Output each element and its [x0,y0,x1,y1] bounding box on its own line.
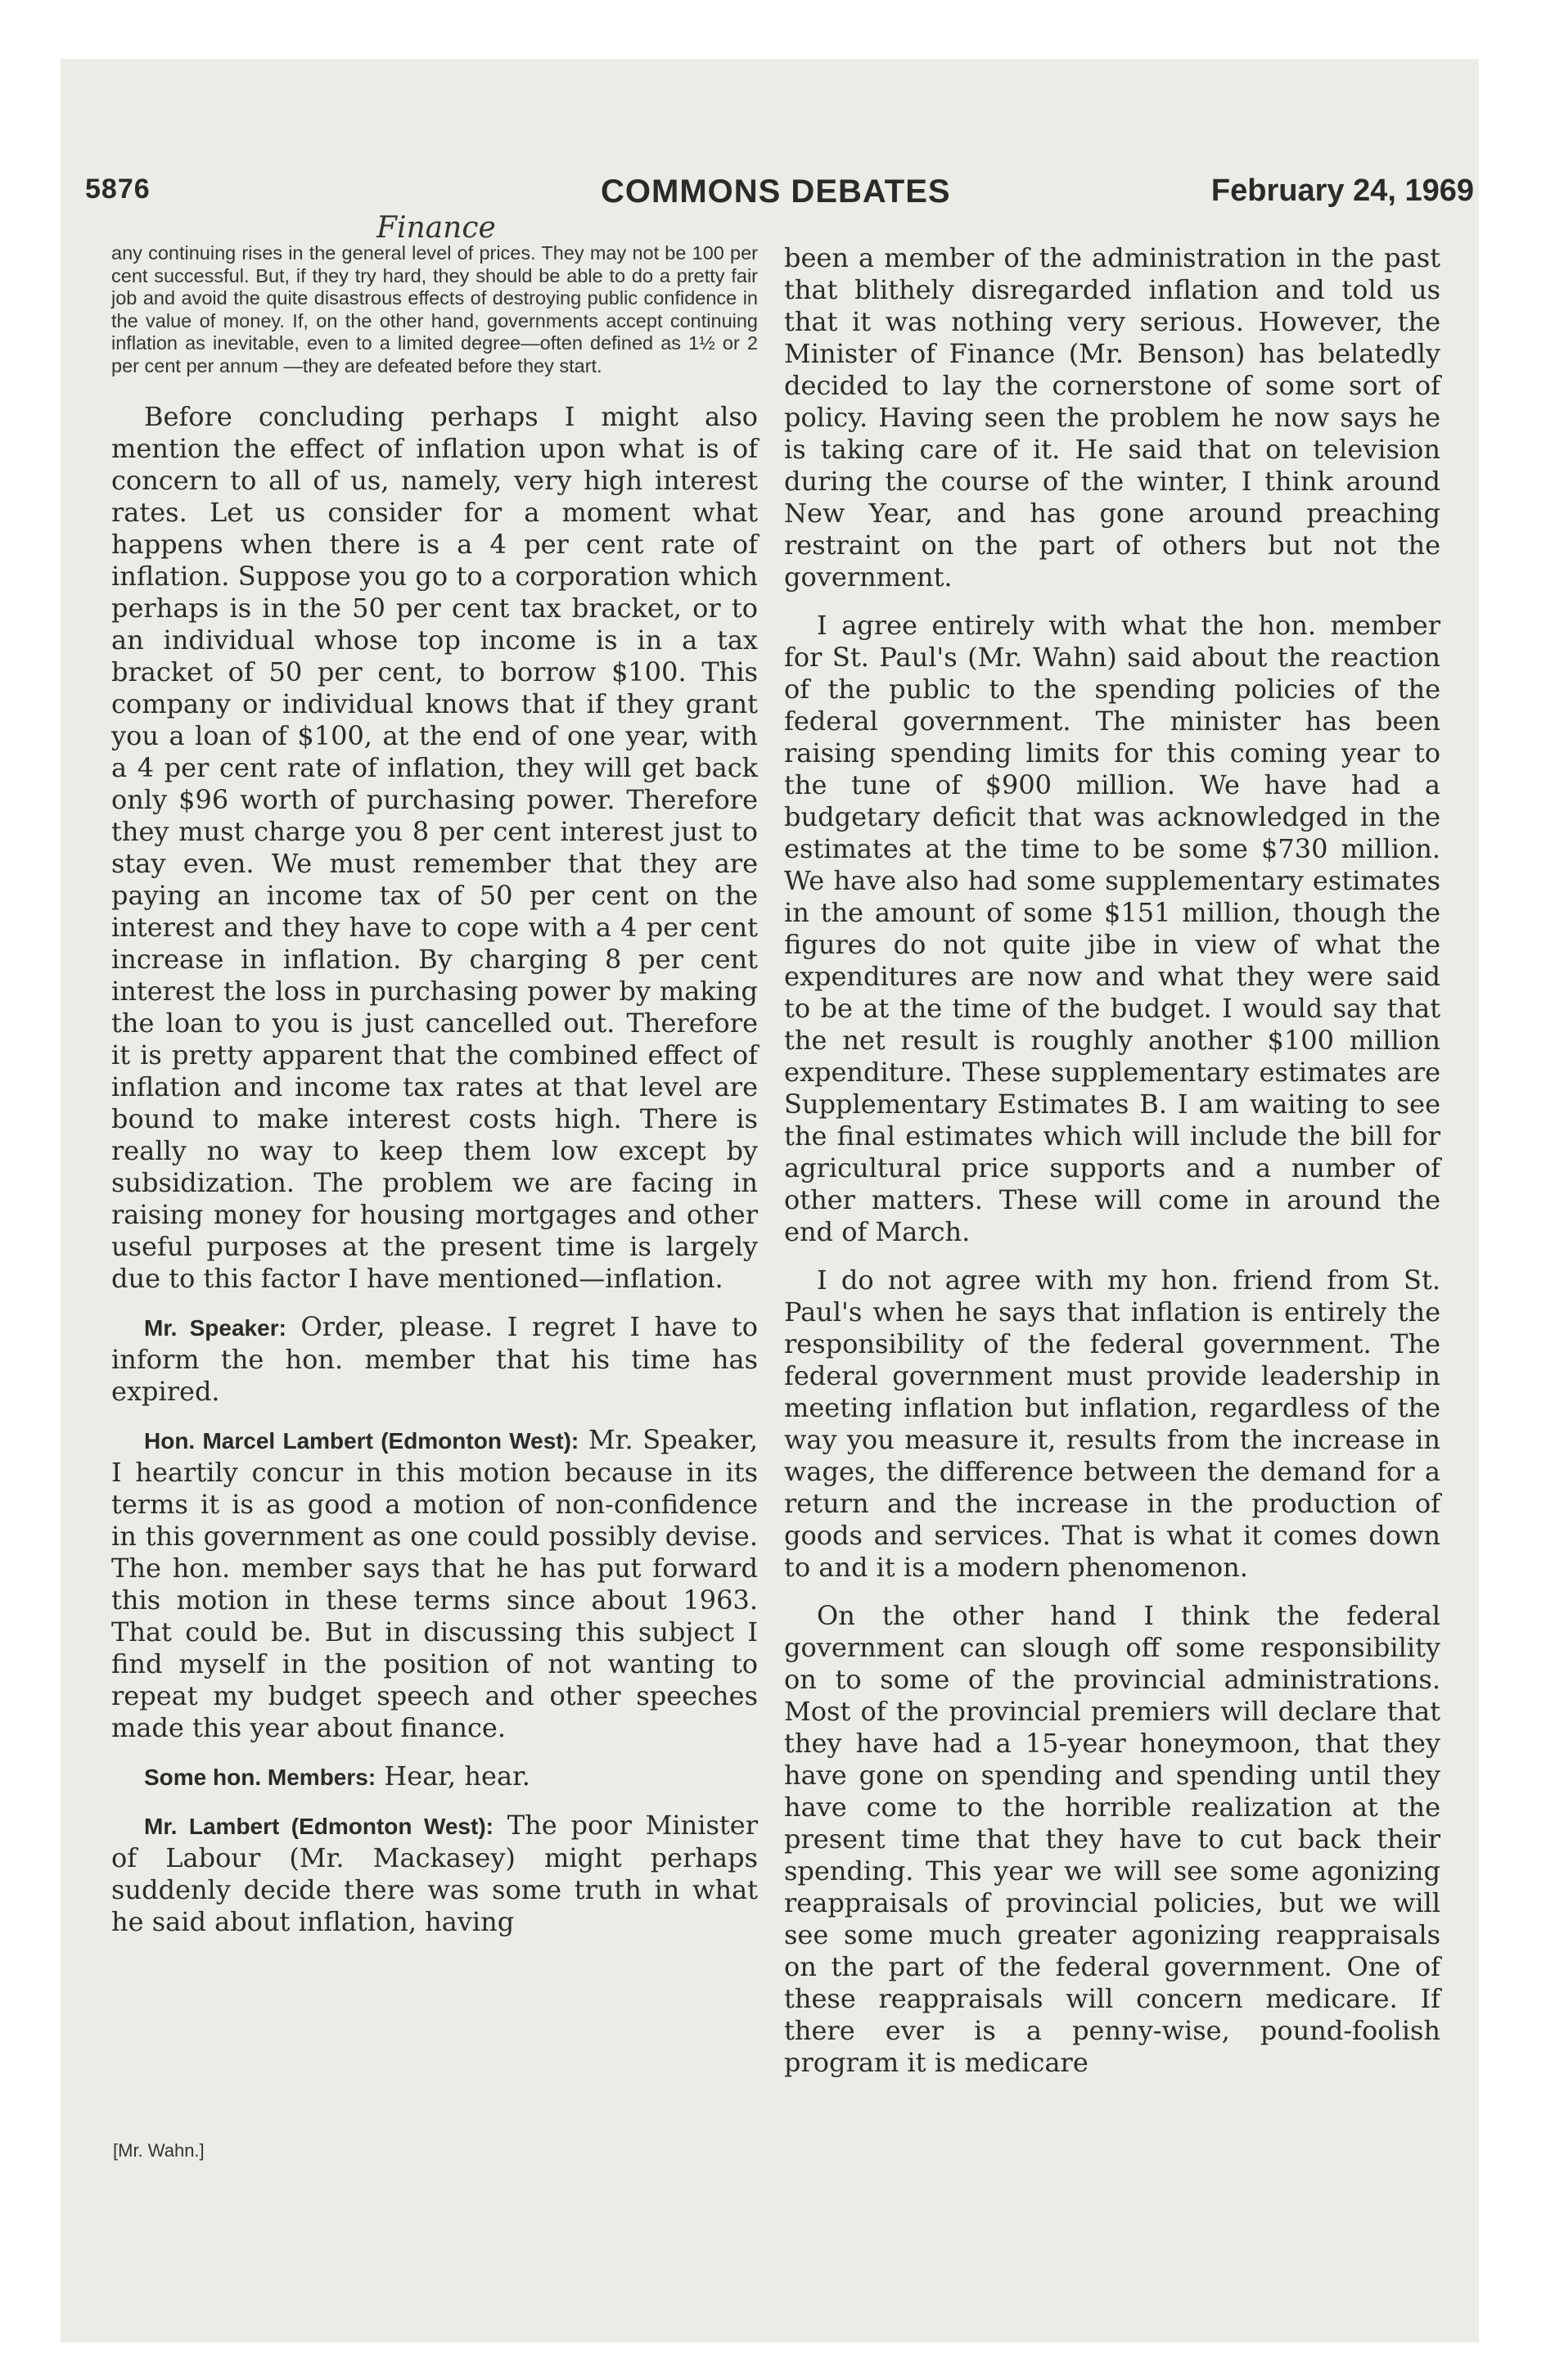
paragraph: been a member of the administration in the past that blithely disregarded inflation and told us that it was nothing very serious. However, the Minister of Finance (Mr. Benson) has belatedly decided to lay the cornerstone of some sort of policy. Having seen the problem he now says he is taking care of it. He said that on television during the course of the winter, I think around New Year, and has gone around preaching restraint on the part of others but not the government. [784,242,1440,593]
paragraph: I agree entirely with what the hon. member for St. Paul's (Mr. Wahn) said about the reaction of the public to the spending policies of the federal government. The minister has been raising spending limits for this coming year to the tune of $900 million. We have had a budgetary deficit that was acknowledged in the estimates at the time to be some $730 million. We have also had some supplementary estimates in the amount of some $151 million, though the figures do not quite jibe in view of what the expenditures are now and what they were said to be at the time of the budget. I would say that the net result is roughly another $100 million expenditure. These supplementary estimates are Supplementary Estimates B. I am waiting to see the final estimates which will include the bill for agricultural price supports and a number of other matters. These will come in around the end of March. [784,610,1440,1247]
page-header [85,174,1474,223]
page-footer: [Mr. Wahn.] [113,2140,205,2161]
speaker-name: Some hon. Members: [144,1764,376,1790]
quoted-passage: any continuing rises in the general level of prices. They may not be 100 per cent successful. But, if they try hard, they should be able to do a pretty fair job and avoid the quite disastrous effects of destroying public confidence in the value of money. If, on the other hand, governments accept continuing inflation as inevitable, even to a limited degree—often defined as 1½ or 2 per cent per annum —they are defeated before they start. [111,242,758,376]
publication-date: February 24, 1969 [1210,174,1474,208]
speech-paragraph [111,1311,758,1408]
speaker-name: Hon. Marcel Lambert (Edmonton West): [144,1427,579,1454]
speech-text: Hear, hear. [376,1760,530,1792]
speech-paragraph [111,1424,758,1744]
left-column [111,242,758,1938]
speech-paragraph [111,1810,758,1938]
speech-text: Order, please. I regret I have to inform the hon. member that his time has expired. [111,1310,758,1407]
paragraph: On the other hand I think the federal government can slough off some responsibility on to some of the provincial administrations. Most of the provincial premiers will declare that they have had a 15-year honeymoon, that they have gone on spending and spending until they have come to the horrible realization at the present time that they have to cut back their spending. This year we will see some agonizing reappraisals of provincial policies, but we will see some much greater agonizing reappraisals on the part of the federal government. One of these reappraisals will concern medicare. If there ever is a penny-wise, pound-foolish program it is medicare [784,1600,1440,2078]
right-column [784,242,1440,2079]
publication-title: COMMONS DEBATES [601,174,951,210]
page-number: 5876 [85,174,151,205]
speaker-name: Mr. Speaker: [144,1314,286,1341]
paragraph: Before concluding perhaps I might also mention the effect of inflation upon what is of concern to all of us, namely, very high interest rates. Let us consider for a moment what happens when there is a 4 per cent rate of inflation. Suppose you go to a corporation which perhaps is in the 50 per cent tax bracket, or to an individual whose top income is in a tax bracket of 50 per cent, to borrow $100. This company or individual knows that if they grant you a loan of $100, at the end of one year, with a 4 per cent rate of inflation, they will get back only $96 worth of purchasing power. Therefore they must charge you 8 per cent interest just to stay even. We must remember that they are paying an income tax of 50 per cent on the interest and they have to cope with a 4 per cent increase in inflation. By charging 8 per cent interest the loss in purchasing power by making the loan to you is just cancelled out. Therefore it is pretty apparent that the combined effect of inflation and income tax rates at that level are bound to make interest costs high. There is really no way to keep them low except by subsidization. The problem we are facing in raising money for housing mortgages and other useful purposes at the present time is largely due to this factor I have mentioned—inflation. [111,400,758,1294]
speech-text: The poor Minister of Labour (Mr. Mackasey) might perhaps suddenly decide there was some truth in what he said about inflation, having [111,1809,758,1937]
speech-text: Mr. Speaker, I heartily concur in this motion because in its terms it is as good a motion of non-confidence in this government as one could possibly devise. The hon. member says that he has put forward this motion in these terms since about 1963. That could be. But in discussing this subject I find myself in the position of not wanting to repeat my budget speech and other speeches made this year about finance. [111,1423,758,1743]
speaker-name: Mr. Lambert (Edmonton West): [144,1813,494,1839]
section-title: Finance [376,211,496,245]
speech-paragraph [111,1760,758,1793]
paragraph: I do not agree with my hon. friend from St. Paul's when he says that inflation is entirely the responsibility of the federal government. The federal government must provide leadership in meeting inflation but inflation, regardless of the way you measure it, results from the increase in wages, the difference between the demand for a return and the increase in the production of goods and services. That is what it comes down to and it is a modern phenomenon. [784,1264,1440,1583]
